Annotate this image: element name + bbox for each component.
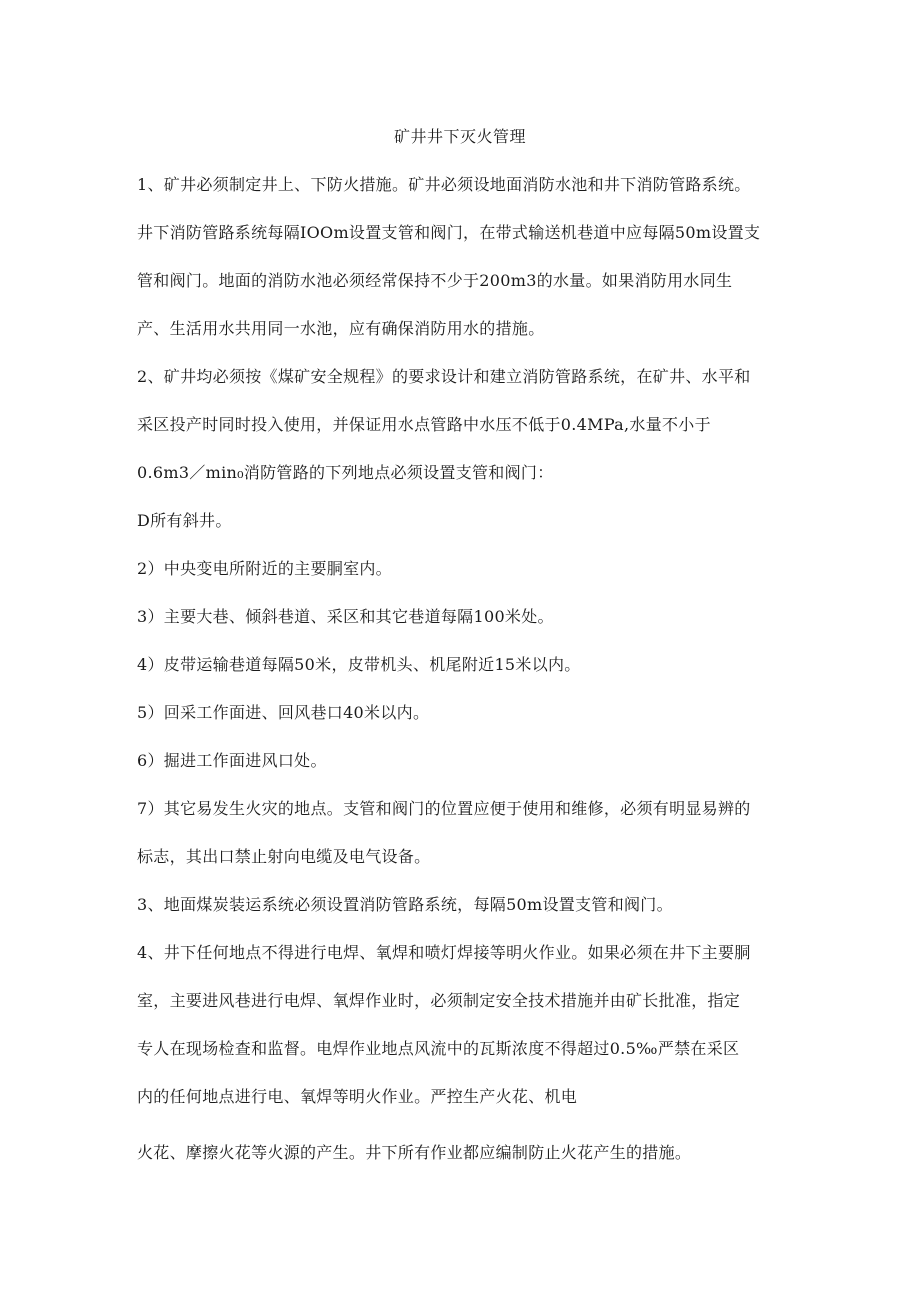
- list-item: 7）其它易发生火灾的地点。支管和阀门的位置应便于使用和维修，必须有明显易辨的: [137, 799, 751, 818]
- paragraph-line: 4、井下任何地点不得进行电焊、氧焊和喷灯焊接等明火作业。如果必须在井下主要胴: [137, 943, 751, 962]
- list-item: 3）主要大巷、倾斜巷道、采区和其它巷道每隔100米处。: [137, 607, 554, 626]
- paragraph-line: 3、地面煤炭装运系统必须设置消防管路系统，每隔50m设置支管和阀门。: [137, 895, 673, 914]
- paragraph-line: 内的任何地点进行电、氧焊等明火作业。严控生产火花、机电: [137, 1087, 578, 1106]
- paragraph-line: 专人在现场检查和监督。电焊作业地点风流中的瓦斯浓度不得超过0.5‰严禁在采区: [137, 1039, 740, 1058]
- list-item: 5）回采工作面进、回风巷口40米以内。: [137, 703, 430, 722]
- paragraph-line: 管和阀门。地面的消防水池必须经常保持不少于200m3的水量。如果消防用水同生: [137, 271, 733, 290]
- paragraph-line: 采区投产时同时投入使用，并保证用水点管路中水压不低于0.4MPa,水量不小于: [137, 415, 711, 434]
- document-title: 矿井井下灭火管理: [393, 127, 526, 146]
- paragraph-line: 产、生活用水共用同一水池，应有确保消防用水的措施。: [137, 319, 545, 338]
- paragraph-line: 2、矿井均必须按《煤矿安全规程》的要求设计和建立消防管路系统，在矿井、水平和: [137, 367, 751, 386]
- list-item: 4）皮带运输巷道每隔50米，皮带机头、机尾附近15米以内。: [137, 655, 581, 674]
- paragraph-line: 室，主要进风巷进行电焊、氧焊作业时，必须制定安全技术措施并由矿长批准，指定: [137, 991, 741, 1010]
- paragraph-line: 井下消防管路系统每隔IOOm设置支管和阀门，在带式输送机巷道中应每隔50m设置支: [137, 223, 761, 242]
- list-item: D所有斜井。: [137, 511, 232, 530]
- paragraph-line: 0.6m3／min₀消防管路的下列地点必须设置支管和阀门：: [137, 463, 554, 482]
- list-item: 6）掘进工作面进风口处。: [137, 751, 327, 770]
- paragraph-line: 火花、摩擦火花等火源的产生。井下所有作业都应编制防止火花产生的措施。: [137, 1143, 692, 1162]
- paragraph-line: 1、矿井必须制定井上、下防火措施。矿井必须设地面消防水池和井下消防管路系统。: [137, 175, 751, 194]
- list-item: 2）中央变电所附近的主要胴室内。: [137, 559, 392, 578]
- paragraph-line: 标志，其出口禁止射向电缆及电气设备。: [137, 847, 431, 866]
